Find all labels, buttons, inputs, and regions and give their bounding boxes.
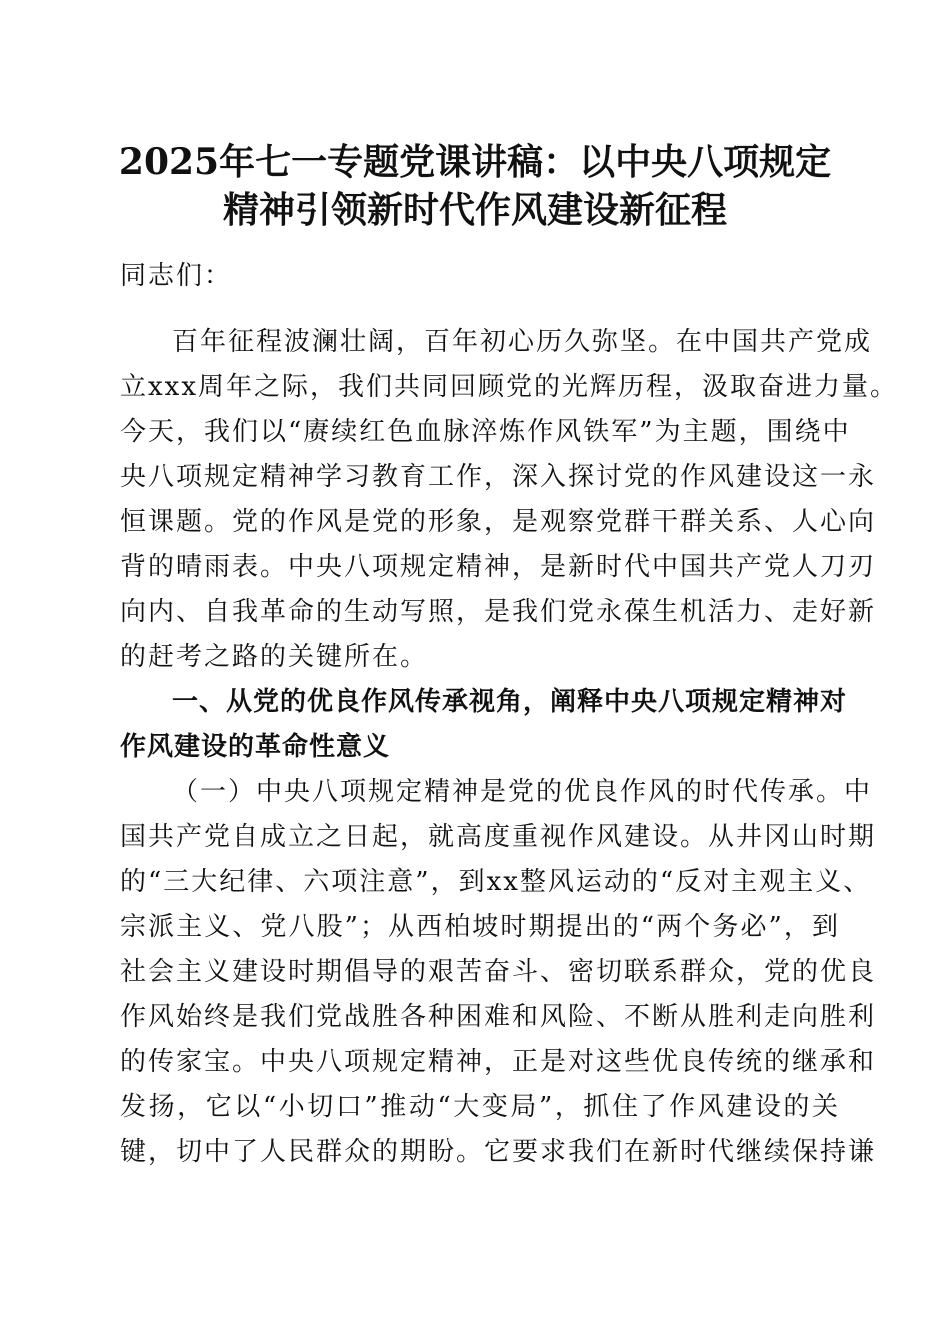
intro-paragraph-line: 的赶考之路的关键所在。 (120, 642, 429, 672)
subsection-paragraph-line: 国共产党自成立之日起，就高度重视作风建设。从井冈山时期 (120, 822, 877, 852)
greeting: 同志们： (120, 261, 233, 291)
intro-paragraph-line: 向内、自我革命的生动写照，是我们党永葆生机活力、走好新 (120, 597, 877, 627)
intro-paragraph-line: 央八项规定精神学习教育工作，深入探讨党的作风建设这一永 (120, 462, 877, 492)
subsection-paragraph-line: 键，切中了人民群众的期盼。它要求我们在新时代继续保持谦 (120, 1137, 877, 1167)
intro-paragraph-line: 立xxx周年之际，我们共同回顾党的光辉历程，汲取奋进力量。 (120, 372, 898, 402)
subsection-paragraph-line: 的传家宝。中央八项规定精神，正是对这些优良传统的继承和 (120, 1047, 877, 1077)
section-heading-line: 一、从党的优良作风传承视角，阐释中央八项规定精神对 (172, 687, 848, 717)
subsection-paragraph-line: （一）中央八项规定精神是党的优良作风的时代传承。中 (172, 777, 873, 807)
document-title-line-2: 精神引领新时代作风建设新征程 (222, 189, 727, 231)
subsection-paragraph-line: 的“三大纪律、六项注意”，到xx整风运动的“反对主观主义、 (120, 867, 872, 897)
subsection-paragraph-line: 作风始终是我们党战胜各种困难和风险、不断从胜利走向胜利 (120, 1002, 877, 1032)
intro-paragraph-line: 背的晴雨表。中央八项规定精神，是新时代中国共产党人刀刃 (120, 552, 877, 582)
intro-paragraph-line: 恒课题。党的作风是党的形象，是观察党群干群关系、人心向 (120, 507, 877, 537)
section-heading-line: 作风建设的革命性意义 (120, 732, 391, 762)
intro-paragraph-line: 百年征程波澜壮阔，百年初心历久弥坚。在中国共产党成 (172, 327, 873, 357)
intro-paragraph-line: 今天，我们以“赓续红色血脉淬炼作风铁军”为主题，围绕中 (120, 417, 851, 447)
subsection-paragraph-line: 社会主义建设时期倡导的艰苦奋斗、密切联系群众，党的优良 (120, 957, 877, 987)
subsection-paragraph-line: 发扬，它以“小切口”推动“大变局”，抓住了作风建设的关 (120, 1092, 840, 1122)
document-title-line-1: 2025年七一专题党课讲稿：以中央八项规定 (118, 141, 832, 183)
subsection-paragraph-line: 宗派主义、党八股”；从西柏坡时期提出的“两个务必”，到 (120, 912, 840, 942)
